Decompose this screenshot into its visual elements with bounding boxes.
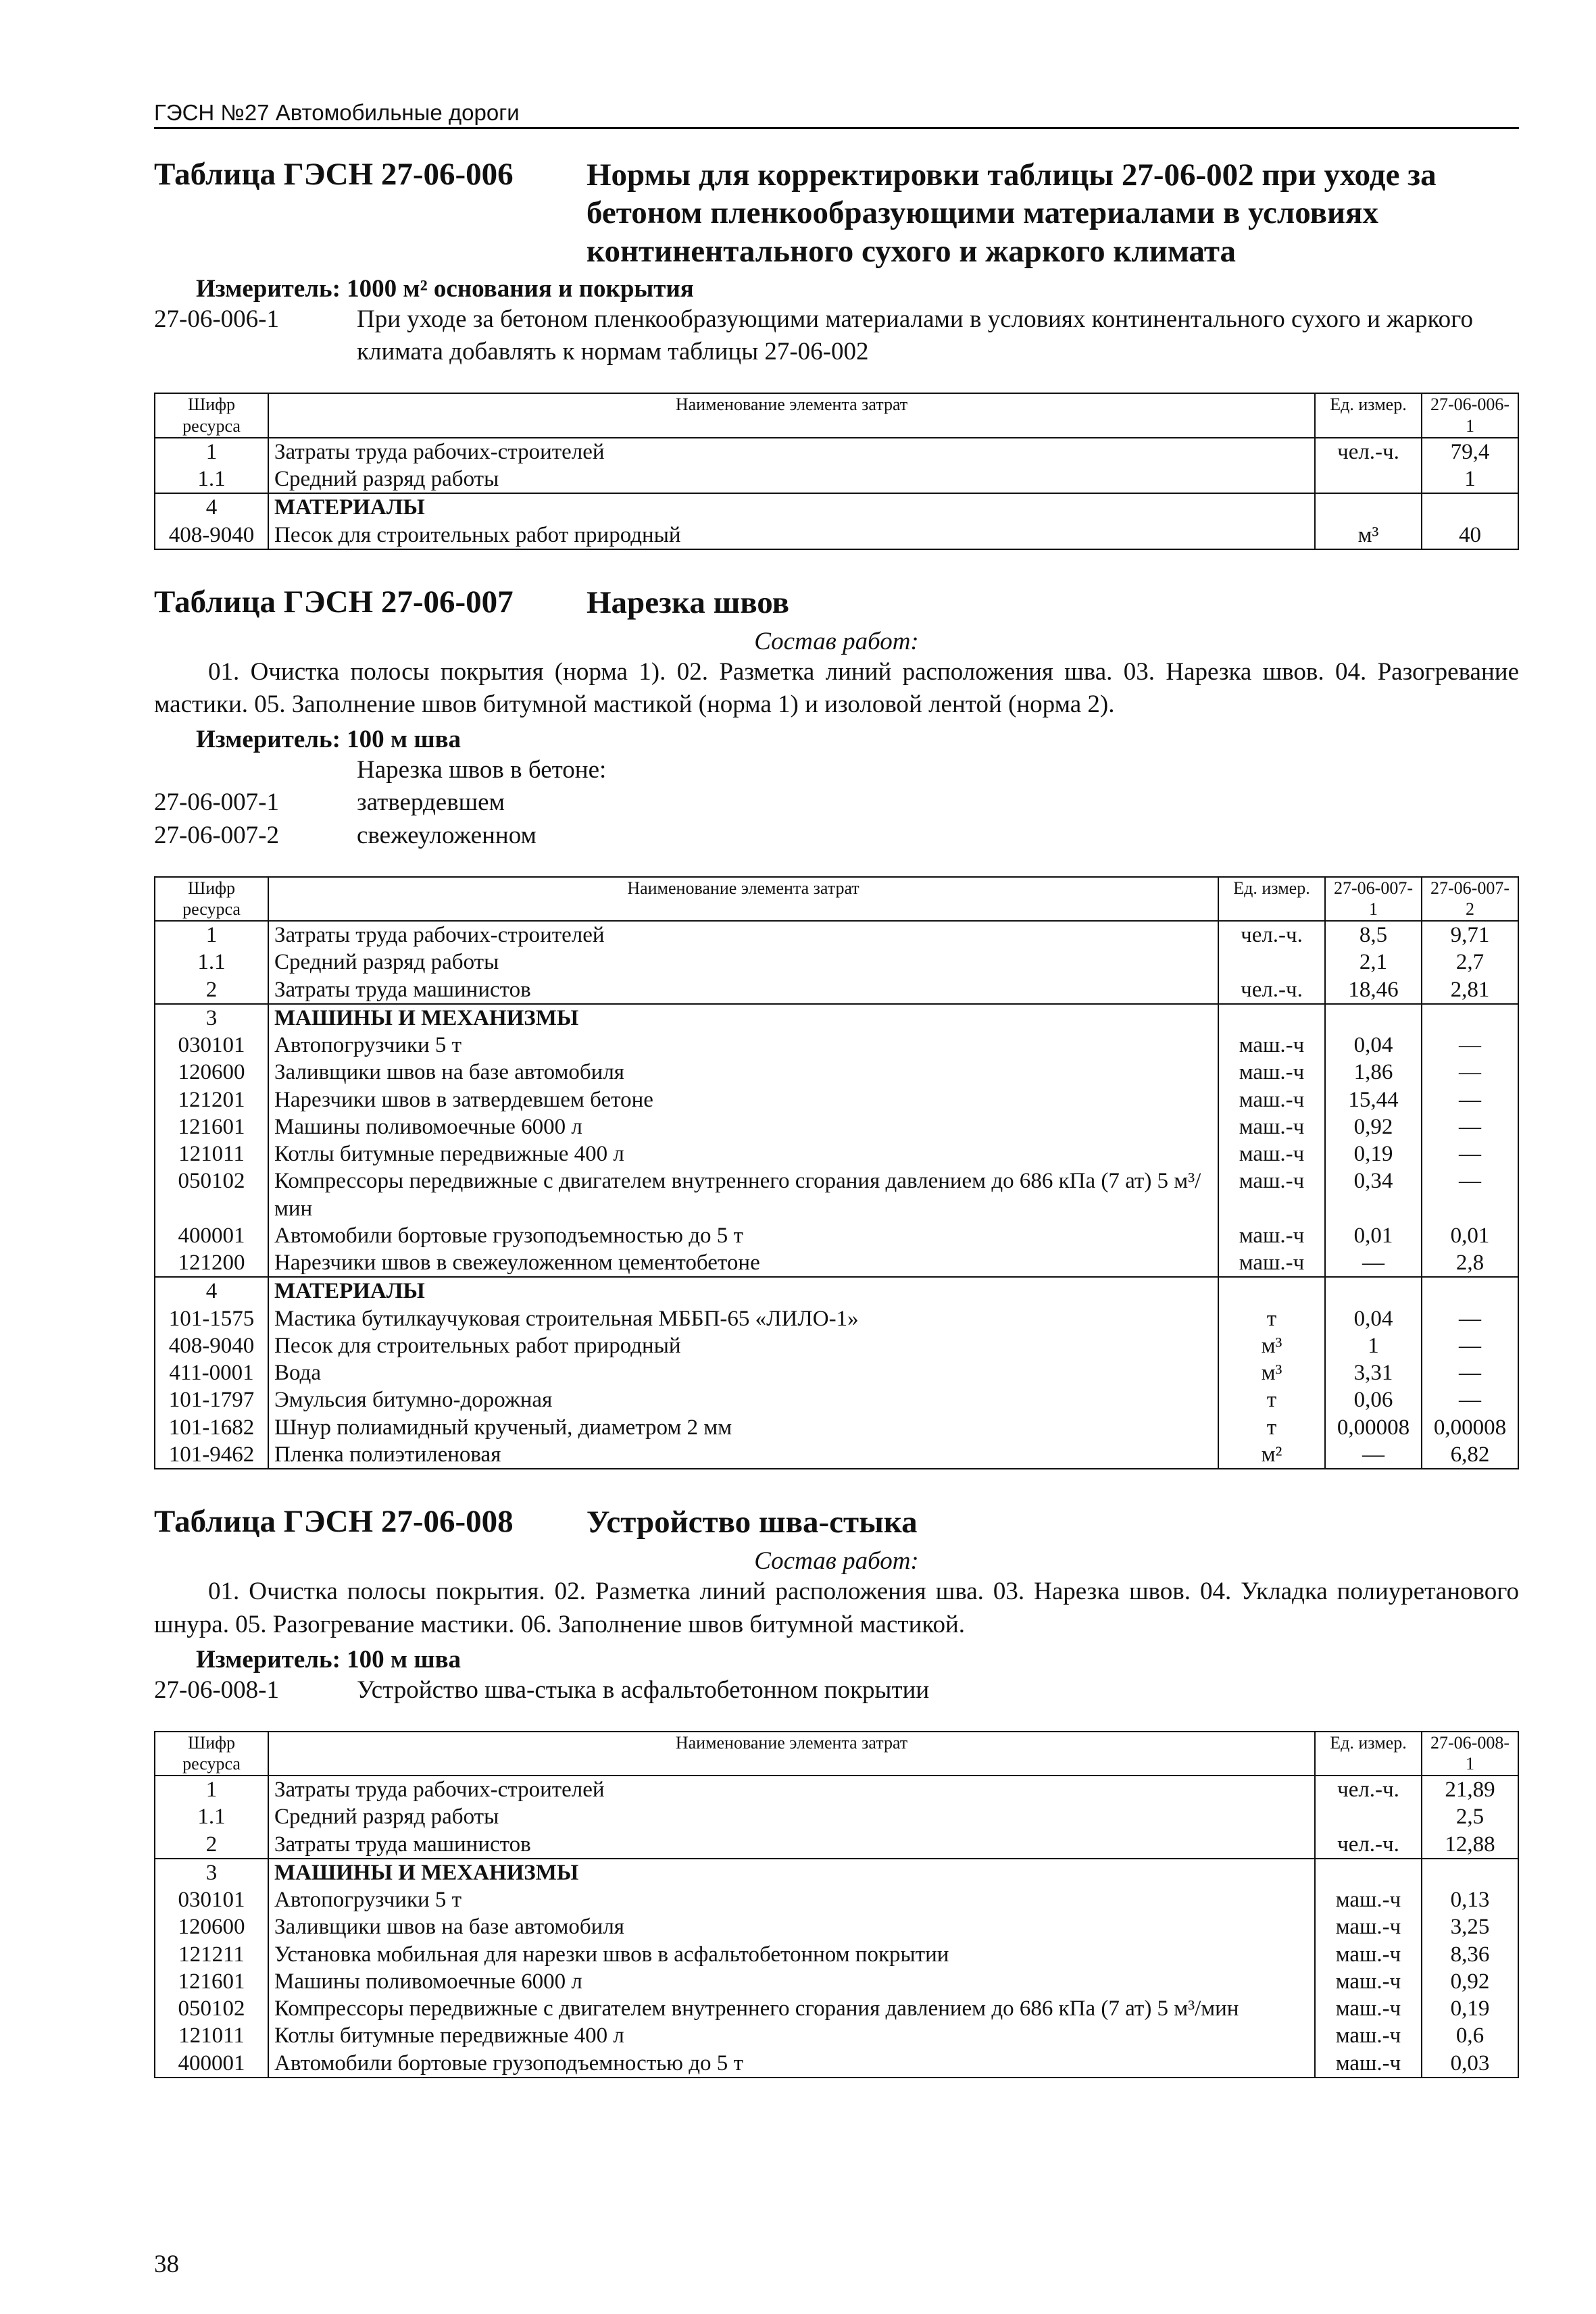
cell-unit bbox=[1315, 1803, 1422, 1830]
cell-name: Автомобили бортовые грузоподъемностью до 5 т bbox=[268, 2050, 1315, 2078]
norm-code: 27-06-007-1 bbox=[154, 788, 279, 817]
table-title: Устройство шва-стыка bbox=[587, 1505, 918, 1540]
cell-v1: 79,4 bbox=[1422, 438, 1518, 466]
cell-name: Машины поливомоечные 6000 л bbox=[268, 1968, 1315, 1995]
cell-v1: 8,5 bbox=[1325, 921, 1422, 949]
cell-name: Котлы битумные передвижные 400 л bbox=[268, 1140, 1218, 1167]
cell-name: Затраты труда рабочих-строителей bbox=[268, 438, 1315, 466]
cell-code: 408-9040 bbox=[155, 522, 268, 549]
cell-name: Затраты труда рабочих-строителей bbox=[268, 1776, 1315, 1803]
cell-v1: 0,92 bbox=[1422, 1968, 1518, 1995]
cell-code: 2 bbox=[155, 1831, 268, 1859]
table-heading bbox=[154, 1503, 1519, 1541]
cell-unit: маш.-ч bbox=[1315, 1886, 1422, 1913]
table-group-row bbox=[155, 493, 1518, 521]
cell-v2: — bbox=[1422, 1167, 1518, 1222]
cell-v1: 8,36 bbox=[1422, 1941, 1518, 1968]
cell-code: 101-1682 bbox=[155, 1414, 268, 1441]
cell-code: 120600 bbox=[155, 1913, 268, 1940]
cell-unit: м² bbox=[1218, 1441, 1325, 1469]
cell-code: 400001 bbox=[155, 2050, 268, 2078]
cell-name: Мастика бутилкаучуковая строительная МББП-65 «ЛИЛО-1» bbox=[268, 1305, 1218, 1332]
table-group-row bbox=[155, 1859, 1518, 1886]
cell-unit bbox=[1218, 1277, 1325, 1305]
cell-v2: — bbox=[1422, 1332, 1518, 1359]
cell-code: 2 bbox=[155, 976, 268, 1004]
cell-code: 1.1 bbox=[155, 949, 268, 976]
header-name: Наименование элемента затрат bbox=[268, 393, 1315, 437]
cell-name: Машины поливомоечные 6000 л bbox=[268, 1113, 1218, 1140]
cell-v1: 0,13 bbox=[1422, 1886, 1518, 1913]
cell-name: Установка мобильная для нарезки швов в асфальтобетонном покрытии bbox=[268, 1941, 1315, 1968]
table-header-row bbox=[155, 1732, 1518, 1776]
cell-unit: маш.-ч bbox=[1218, 1167, 1325, 1222]
cell-code: 1 bbox=[155, 1776, 268, 1803]
cell-name: Средний разряд работы bbox=[268, 466, 1315, 493]
table-row bbox=[155, 1803, 1518, 1830]
cell-v1: 0,04 bbox=[1325, 1032, 1422, 1059]
cell-code: 030101 bbox=[155, 1886, 268, 1913]
norm-code: 27-06-007-2 bbox=[154, 821, 279, 849]
measure-line bbox=[196, 1645, 1519, 1674]
cell-code: 121601 bbox=[155, 1968, 268, 1995]
cell-unit: т bbox=[1218, 1305, 1325, 1332]
measure-line bbox=[196, 725, 1519, 754]
cell-unit: маш.-ч bbox=[1315, 1995, 1422, 2022]
cell-code: 1.1 bbox=[155, 466, 268, 493]
cell-v2: 0,01 bbox=[1422, 1222, 1518, 1249]
table-group-row bbox=[155, 1277, 1518, 1305]
cell-unit: т bbox=[1218, 1414, 1325, 1441]
header-code: Шифр ресурса bbox=[155, 1732, 268, 1776]
header-norm-1: 27-06-007-1 bbox=[1325, 877, 1422, 921]
table-row bbox=[155, 1332, 1518, 1359]
cell-name: Песок для строительных работ природный bbox=[268, 1332, 1218, 1359]
cell-name: Компрессоры передвижные с двигателем внутреннего сгорания давлением до 686 кПа (7 ат) 5 м³/мин bbox=[268, 1167, 1218, 1222]
cell-v2: — bbox=[1422, 1113, 1518, 1140]
header-unit: Ед. измер. bbox=[1315, 1732, 1422, 1776]
cell-unit: чел.-ч. bbox=[1218, 976, 1325, 1004]
cell-code: 4 bbox=[155, 493, 268, 521]
norm-code: 27-06-006-1 bbox=[154, 305, 279, 334]
cell-unit bbox=[1315, 466, 1422, 493]
cell-unit: маш.-ч bbox=[1315, 2050, 1422, 2078]
table-heading bbox=[154, 156, 1519, 270]
cell-name: МАШИНЫ И МЕХАНИЗМЫ bbox=[268, 1004, 1218, 1032]
table-row bbox=[155, 1414, 1518, 1441]
header-code: Шифр ресурса bbox=[155, 393, 268, 437]
table-heading bbox=[154, 584, 1519, 622]
table-row bbox=[155, 1032, 1518, 1059]
header-norm-1: 27-06-006-1 bbox=[1422, 393, 1518, 437]
cell-v1: 15,44 bbox=[1325, 1086, 1422, 1113]
norm-text: При уходе за бетоном пленкообразующими материалами в условиях континентального сухого и жаркого климата добавлять к нормам таблицы 27-06-002 bbox=[357, 305, 1473, 366]
cell-v1: — bbox=[1325, 1249, 1422, 1277]
cell-unit: маш.-ч bbox=[1315, 1968, 1422, 1995]
cell-v1: 0,19 bbox=[1325, 1140, 1422, 1167]
cell-name: Автопогрузчики 5 т bbox=[268, 1886, 1315, 1913]
cell-v2: 2,8 bbox=[1422, 1249, 1518, 1277]
cell-name: Заливщики швов на базе автомобиля bbox=[268, 1059, 1218, 1086]
cell-v1: 0,01 bbox=[1325, 1222, 1422, 1249]
cell-code: 408-9040 bbox=[155, 1332, 268, 1359]
norm-description bbox=[154, 820, 1519, 852]
cell-name: МАТЕРИАЛЫ bbox=[268, 1277, 1218, 1305]
cell-v1 bbox=[1422, 1859, 1518, 1886]
norm-group-title: Нарезка швов в бетоне: bbox=[357, 756, 607, 784]
cell-code: 411-0001 bbox=[155, 1359, 268, 1386]
header-code: Шифр ресурса bbox=[155, 877, 268, 921]
cell-name: Пленка полиэтиленовая bbox=[268, 1441, 1218, 1469]
table-row bbox=[155, 1305, 1518, 1332]
cell-name: Средний разряд работы bbox=[268, 1803, 1315, 1830]
table-row bbox=[155, 1913, 1518, 1940]
cell-unit: маш.-ч bbox=[1218, 1059, 1325, 1086]
cell-unit bbox=[1218, 1004, 1325, 1032]
cell-unit: маш.-ч bbox=[1218, 1032, 1325, 1059]
norm-text: Устройство шва-стыка в асфальтобетонном покрытии bbox=[357, 1676, 930, 1704]
cell-v1: 12,88 bbox=[1422, 1831, 1518, 1859]
cell-code: 101-9462 bbox=[155, 1441, 268, 1469]
cell-v1: 0,04 bbox=[1325, 1305, 1422, 1332]
cell-code: 121201 bbox=[155, 1086, 268, 1113]
table-row bbox=[155, 2050, 1518, 2078]
cell-name: Автопогрузчики 5 т bbox=[268, 1032, 1218, 1059]
table-row bbox=[155, 1140, 1518, 1167]
cell-v2: — bbox=[1422, 1140, 1518, 1167]
cell-code: 120600 bbox=[155, 1059, 268, 1086]
cell-name: Заливщики швов на базе автомобиля bbox=[268, 1913, 1315, 1940]
table-group-row bbox=[155, 1004, 1518, 1032]
table-code: Таблица ГЭСН 27-06-008 bbox=[154, 1504, 514, 1540]
header-norm-2: 27-06-007-2 bbox=[1422, 877, 1518, 921]
composition-text: 01. Очистка полосы покрытия (норма 1). 02. Разметка линий расположения шва. 03. Нарезка швов. 04. Разогревание мастики. 05. Заполнение швов битумной мастикой (норма 1) и изоловой лентой (норма 2). bbox=[154, 658, 1519, 719]
cell-v1: 21,89 bbox=[1422, 1776, 1518, 1803]
cell-v1 bbox=[1325, 1277, 1422, 1305]
page-number: 38 bbox=[154, 2250, 179, 2278]
cell-code: 050102 bbox=[155, 1995, 268, 2022]
cell-unit: чел.-ч. bbox=[1218, 921, 1325, 949]
cell-code: 101-1575 bbox=[155, 1305, 268, 1332]
cell-unit: чел.-ч. bbox=[1315, 438, 1422, 466]
norm-description bbox=[154, 786, 1519, 819]
table-header-row bbox=[155, 877, 1518, 921]
cell-unit: маш.-ч bbox=[1218, 1113, 1325, 1140]
cell-unit: маш.-ч bbox=[1218, 1222, 1325, 1249]
cell-v1: 1,86 bbox=[1325, 1059, 1422, 1086]
table-title: Нормы для корректировки таблицы 27-06-002 при уходе за бетоном пленкообразующими материалами в условиях континентального сухого и жаркого климата bbox=[587, 157, 1437, 269]
measure-line bbox=[196, 274, 1519, 303]
cell-v1: 0,6 bbox=[1422, 2022, 1518, 2049]
table-row bbox=[155, 466, 1518, 493]
header-name: Наименование элемента затрат bbox=[268, 1732, 1315, 1776]
cell-unit: чел.-ч. bbox=[1315, 1831, 1422, 1859]
cell-v2: — bbox=[1422, 1305, 1518, 1332]
cell-unit: т bbox=[1218, 1386, 1325, 1413]
cell-code: 3 bbox=[155, 1004, 268, 1032]
table-code: Таблица ГЭСН 27-06-007 bbox=[154, 584, 514, 620]
document-page bbox=[154, 100, 1519, 2078]
cell-unit bbox=[1315, 493, 1422, 521]
table-row bbox=[155, 438, 1518, 466]
norm-code: 27-06-008-1 bbox=[154, 1676, 279, 1704]
header-unit: Ед. измер. bbox=[1315, 393, 1422, 437]
table-row bbox=[155, 1086, 1518, 1113]
cell-v2: — bbox=[1422, 1086, 1518, 1113]
norm-text: затвердевшем bbox=[357, 788, 505, 817]
norm-description bbox=[154, 1674, 1519, 1707]
cell-v2 bbox=[1422, 1004, 1518, 1032]
cell-v2: 2,7 bbox=[1422, 949, 1518, 976]
cell-v2: 2,81 bbox=[1422, 976, 1518, 1004]
cell-name: Затраты труда машинистов bbox=[268, 1831, 1315, 1859]
cell-code: 030101 bbox=[155, 1032, 268, 1059]
table-row bbox=[155, 1441, 1518, 1469]
cell-unit: маш.-ч bbox=[1315, 1913, 1422, 1940]
cell-code: 121011 bbox=[155, 1140, 268, 1167]
cell-name: Вода bbox=[268, 1359, 1218, 1386]
table-row bbox=[155, 976, 1518, 1004]
cell-v2: — bbox=[1422, 1059, 1518, 1086]
cell-code: 121601 bbox=[155, 1113, 268, 1140]
header-unit: Ед. измер. bbox=[1218, 877, 1325, 921]
header-norm-1: 27-06-008-1 bbox=[1422, 1732, 1518, 1776]
measure-value: 1000 м² основания и покрытия bbox=[347, 275, 694, 303]
cell-unit: маш.-ч bbox=[1218, 1140, 1325, 1167]
cell-unit: маш.-ч bbox=[1218, 1249, 1325, 1277]
cell-v1 bbox=[1325, 1004, 1422, 1032]
cell-v1: 3,31 bbox=[1325, 1359, 1422, 1386]
cell-name: Песок для строительных работ природный bbox=[268, 522, 1315, 549]
cell-name: Шнур полиамидный крученый, диаметром 2 мм bbox=[268, 1414, 1218, 1441]
cell-v1: 18,46 bbox=[1325, 976, 1422, 1004]
cell-v1 bbox=[1422, 493, 1518, 521]
cell-v2: 0,00008 bbox=[1422, 1414, 1518, 1441]
resource-table bbox=[154, 1731, 1519, 2078]
table-code: Таблица ГЭСН 27-06-006 bbox=[154, 157, 514, 192]
cell-name: Эмульсия битумно-дорожная bbox=[268, 1386, 1218, 1413]
cell-v2 bbox=[1422, 1277, 1518, 1305]
cell-v1: 0,06 bbox=[1325, 1386, 1422, 1413]
cell-v1: 2,5 bbox=[1422, 1803, 1518, 1830]
table-row bbox=[155, 2022, 1518, 2049]
cell-v1: 0,92 bbox=[1325, 1113, 1422, 1140]
table-title: Нарезка швов bbox=[587, 584, 790, 620]
table-header-row bbox=[155, 393, 1518, 437]
cell-code: 3 bbox=[155, 1859, 268, 1886]
cell-unit: маш.-ч bbox=[1218, 1086, 1325, 1113]
table-row bbox=[155, 1167, 1518, 1222]
composition-title: Состав работ: bbox=[754, 628, 919, 656]
cell-name: МАШИНЫ И МЕХАНИЗМЫ bbox=[268, 1859, 1315, 1886]
cell-name: Нарезчики швов в свежеуложенном цементобетоне bbox=[268, 1249, 1218, 1277]
table-row bbox=[155, 1222, 1518, 1249]
cell-name: МАТЕРИАЛЫ bbox=[268, 493, 1315, 521]
cell-v2: — bbox=[1422, 1359, 1518, 1386]
cell-name: Нарезчики швов в затвердевшем бетоне bbox=[268, 1086, 1218, 1113]
cell-v1: 0,19 bbox=[1422, 1995, 1518, 2022]
cell-v2: 6,82 bbox=[1422, 1441, 1518, 1469]
cell-name: Автомобили бортовые грузоподъемностью до 5 т bbox=[268, 1222, 1218, 1249]
cell-v1: 3,25 bbox=[1422, 1913, 1518, 1940]
cell-code: 121011 bbox=[155, 2022, 268, 2049]
table-row bbox=[155, 1886, 1518, 1913]
section-27-06-007 bbox=[154, 584, 1519, 1469]
cell-code: 4 bbox=[155, 1277, 268, 1305]
cell-v1: 40 bbox=[1422, 522, 1518, 549]
table-row bbox=[155, 949, 1518, 976]
table-row bbox=[155, 1995, 1518, 2022]
section-27-06-008 bbox=[154, 1503, 1519, 2078]
cell-code: 400001 bbox=[155, 1222, 268, 1249]
cell-v2: 9,71 bbox=[1422, 921, 1518, 949]
table-row bbox=[155, 522, 1518, 549]
cell-v1: 2,1 bbox=[1325, 949, 1422, 976]
cell-unit bbox=[1315, 1859, 1422, 1886]
cell-code: 1 bbox=[155, 921, 268, 949]
composition-title: Состав работ: bbox=[754, 1547, 919, 1576]
cell-name: Компрессоры передвижные с двигателем внутреннего сгорания давлением до 686 кПа (7 ат) 5 м³/мин bbox=[268, 1995, 1315, 2022]
table-row bbox=[155, 1059, 1518, 1086]
cell-code: 050102 bbox=[155, 1167, 268, 1222]
measure-value: 100 м шва bbox=[347, 726, 462, 754]
table-row bbox=[155, 1249, 1518, 1277]
cell-code: 121211 bbox=[155, 1941, 268, 1968]
cell-v1: 0,03 bbox=[1422, 2050, 1518, 2078]
table-row bbox=[155, 1386, 1518, 1413]
resource-table bbox=[154, 393, 1519, 549]
section-27-06-006 bbox=[154, 156, 1519, 550]
measure-label: Измеритель: bbox=[196, 275, 341, 303]
cell-v1: 1 bbox=[1422, 466, 1518, 493]
composition-text: 01. Очистка полосы покрытия. 02. Разметка линий расположения шва. 03. Нарезка швов. 04. Укладка полиуретанового шнура. 05. Разогревание мастики. 06. Заполнение швов битумной мастикой. bbox=[154, 1578, 1519, 1638]
header-name: Наименование элемента затрат bbox=[268, 877, 1218, 921]
cell-v1: 1 bbox=[1325, 1332, 1422, 1359]
table-row bbox=[155, 1359, 1518, 1386]
cell-name: Средний разряд работы bbox=[268, 949, 1218, 976]
table-row bbox=[155, 1968, 1518, 1995]
cell-unit bbox=[1218, 949, 1325, 976]
cell-unit: м³ bbox=[1218, 1332, 1325, 1359]
cell-unit: м³ bbox=[1218, 1359, 1325, 1386]
table-row bbox=[155, 921, 1518, 949]
cell-v1: 0,00008 bbox=[1325, 1414, 1422, 1441]
table-row bbox=[155, 1831, 1518, 1859]
cell-unit: м³ bbox=[1315, 522, 1422, 549]
table-row bbox=[155, 1776, 1518, 1803]
cell-v2: — bbox=[1422, 1386, 1518, 1413]
cell-code: 101-1797 bbox=[155, 1386, 268, 1413]
cell-unit: маш.-ч bbox=[1315, 2022, 1422, 2049]
measure-value: 100 м шва bbox=[347, 1645, 462, 1674]
cell-name: Затраты труда машинистов bbox=[268, 976, 1218, 1004]
cell-name: Затраты труда рабочих-строителей bbox=[268, 921, 1218, 949]
cell-v2: — bbox=[1422, 1032, 1518, 1059]
norm-description bbox=[154, 303, 1519, 368]
cell-v1: 0,34 bbox=[1325, 1167, 1422, 1222]
table-row bbox=[155, 1941, 1518, 1968]
norm-text: свежеуложенном bbox=[357, 821, 537, 849]
cell-code: 1.1 bbox=[155, 1803, 268, 1830]
measure-label: Измеритель: bbox=[196, 726, 341, 754]
running-head: ГЭСН №27 Автомобильные дороги bbox=[154, 100, 1519, 129]
cell-unit: маш.-ч bbox=[1315, 1941, 1422, 1968]
cell-code: 1 bbox=[155, 438, 268, 466]
measure-label: Измеритель: bbox=[196, 1645, 341, 1674]
cell-name: Котлы битумные передвижные 400 л bbox=[268, 2022, 1315, 2049]
resource-table bbox=[154, 876, 1519, 1469]
cell-code: 121200 bbox=[155, 1249, 268, 1277]
cell-unit: чел.-ч. bbox=[1315, 1776, 1422, 1803]
cell-v1: — bbox=[1325, 1441, 1422, 1469]
table-row bbox=[155, 1113, 1518, 1140]
